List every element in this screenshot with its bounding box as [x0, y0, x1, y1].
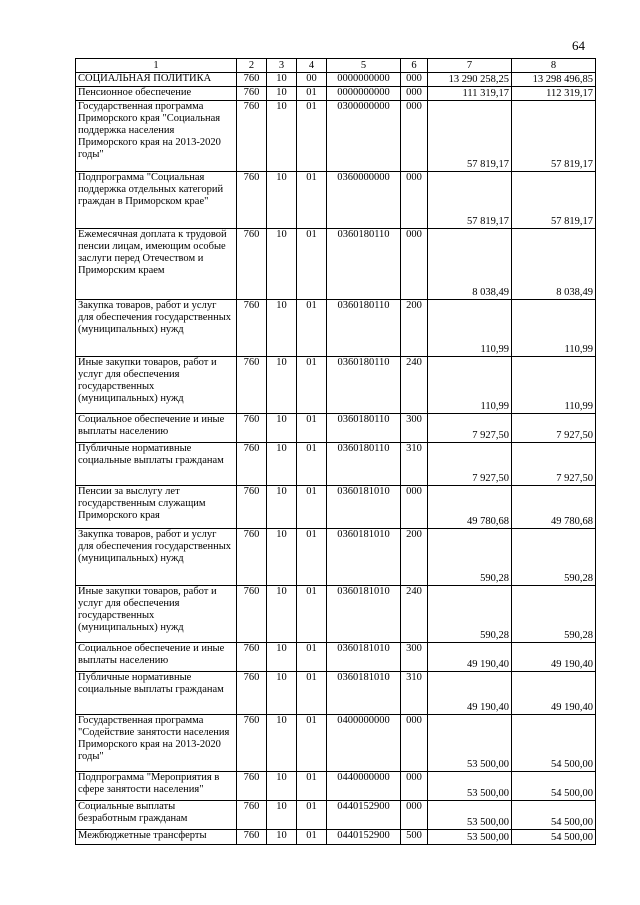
amount-2020-cell: 57 819,17 [512, 172, 596, 229]
code-cell: 760 [237, 715, 267, 772]
code-cell: 760 [237, 672, 267, 715]
header-cell: 2 [237, 59, 267, 73]
subsection-cell: 01 [297, 643, 327, 672]
expense-type-cell: 300 [401, 414, 428, 443]
expense-type-cell: 000 [401, 172, 428, 229]
expense-type-cell: 000 [401, 772, 428, 801]
header-cell: 6 [401, 59, 428, 73]
expense-type-cell: 000 [401, 229, 428, 300]
section-cell: 10 [267, 486, 297, 529]
amount-2019-cell: 53 500,00 [428, 772, 512, 801]
amount-2020-cell: 590,28 [512, 529, 596, 586]
subsection-cell: 01 [297, 486, 327, 529]
table-row [76, 672, 596, 715]
amount-2020-cell: 54 500,00 [512, 772, 596, 801]
section-cell: 10 [267, 87, 297, 101]
code-cell: 760 [237, 73, 267, 87]
target-article-cell: 0360181010 [327, 529, 401, 586]
code-cell: 760 [237, 486, 267, 529]
code-cell: 760 [237, 414, 267, 443]
amount-2019-cell: 590,28 [428, 529, 512, 586]
expense-type-cell: 310 [401, 443, 428, 486]
amount-2020-cell: 49 190,40 [512, 672, 596, 715]
expense-type-cell: 000 [401, 801, 428, 830]
target-article-cell: 0360180110 [327, 300, 401, 357]
expense-type-cell: 240 [401, 357, 428, 414]
amount-2020-cell: 8 038,49 [512, 229, 596, 300]
amount-2020-cell: 49 190,40 [512, 643, 596, 672]
subsection-cell: 01 [297, 586, 327, 643]
row-name-cell: Иные закупки товаров, работ и услуг для обеспечения государственных (муниципальных) нужд [76, 357, 237, 414]
amount-2019-cell: 53 500,00 [428, 715, 512, 772]
header-cell: 8 [512, 59, 596, 73]
row-name-cell: Публичные нормативные социальные выплаты гражданам [76, 672, 237, 715]
code-cell: 760 [237, 101, 267, 172]
table-row [76, 172, 596, 229]
amount-2019-cell: 7 927,50 [428, 414, 512, 443]
subsection-cell: 01 [297, 715, 327, 772]
section-cell: 10 [267, 772, 297, 801]
target-article-cell: 0000000000 [327, 73, 401, 87]
amount-2019-cell: 49 780,68 [428, 486, 512, 529]
section-cell: 10 [267, 443, 297, 486]
subsection-cell: 01 [297, 101, 327, 172]
row-name-cell: Пенсионное обеспечение [76, 87, 237, 101]
section-cell: 10 [267, 643, 297, 672]
subsection-cell: 00 [297, 73, 327, 87]
table-row [76, 73, 596, 87]
section-cell: 10 [267, 830, 297, 845]
amount-2019-cell: 111 319,17 [428, 87, 512, 101]
target-article-cell: 0440152900 [327, 830, 401, 845]
table-row [76, 486, 596, 529]
table-row [76, 87, 596, 101]
section-cell: 10 [267, 73, 297, 87]
code-cell: 760 [237, 357, 267, 414]
row-name-cell: Публичные нормативные социальные выплаты гражданам [76, 443, 237, 486]
amount-2019-cell: 590,28 [428, 586, 512, 643]
target-article-cell: 0440000000 [327, 772, 401, 801]
row-name-cell: Социальное обеспечение и иные выплаты населению [76, 643, 237, 672]
table-row [76, 229, 596, 300]
table-row [76, 443, 596, 486]
header-cell: 1 [76, 59, 237, 73]
amount-2020-cell: 54 500,00 [512, 830, 596, 845]
row-name-cell: Подпрограмма "Социальная поддержка отдельных категорий граждан в Приморском крае" [76, 172, 237, 229]
target-article-cell: 0000000000 [327, 87, 401, 101]
section-cell: 10 [267, 172, 297, 229]
budget-table [75, 58, 596, 845]
row-name-cell: Социальные выплаты безработным гражданам [76, 801, 237, 830]
expense-type-cell: 000 [401, 87, 428, 101]
row-name-cell: Закупка товаров, работ и услуг для обеспечения государственных (муниципальных) нужд [76, 300, 237, 357]
target-article-cell: 0400000000 [327, 715, 401, 772]
row-name-cell: Пенсии за выслугу лет государственным служащим Приморского края [76, 486, 237, 529]
code-cell: 760 [237, 300, 267, 357]
subsection-cell: 01 [297, 772, 327, 801]
section-cell: 10 [267, 529, 297, 586]
row-name-cell: Социальное обеспечение и иные выплаты населению [76, 414, 237, 443]
section-cell: 10 [267, 586, 297, 643]
target-article-cell: 0360181010 [327, 643, 401, 672]
amount-2019-cell: 110,99 [428, 357, 512, 414]
subsection-cell: 01 [297, 672, 327, 715]
amount-2020-cell: 57 819,17 [512, 101, 596, 172]
expense-type-cell: 000 [401, 73, 428, 87]
expense-type-cell: 000 [401, 486, 428, 529]
code-cell: 760 [237, 801, 267, 830]
target-article-cell: 0360181010 [327, 672, 401, 715]
amount-2020-cell: 110,99 [512, 357, 596, 414]
amount-2019-cell: 7 927,50 [428, 443, 512, 486]
table-row [76, 643, 596, 672]
target-article-cell: 0300000000 [327, 101, 401, 172]
header-cell: 7 [428, 59, 512, 73]
target-article-cell: 0360180110 [327, 357, 401, 414]
amount-2020-cell: 112 319,17 [512, 87, 596, 101]
code-cell: 760 [237, 529, 267, 586]
subsection-cell: 01 [297, 229, 327, 300]
target-article-cell: 0360000000 [327, 172, 401, 229]
section-cell: 10 [267, 414, 297, 443]
amount-2020-cell: 54 500,00 [512, 801, 596, 830]
row-name-cell: Ежемесячная доплата к трудовой пенсии лицам, имеющим особые заслуги перед Отечеством и Приморским краем [76, 229, 237, 300]
target-article-cell: 0360181010 [327, 586, 401, 643]
expense-type-cell: 500 [401, 830, 428, 845]
table-row [76, 101, 596, 172]
code-cell: 760 [237, 643, 267, 672]
table-row [76, 801, 596, 830]
header-row [76, 59, 596, 73]
row-name-cell: СОЦИАЛЬНАЯ ПОЛИТИКА [76, 73, 237, 87]
section-cell: 10 [267, 715, 297, 772]
row-name-cell: Межбюджетные трансферты [76, 830, 237, 845]
header-cell: 5 [327, 59, 401, 73]
subsection-cell: 01 [297, 443, 327, 486]
amount-2019-cell: 53 500,00 [428, 830, 512, 845]
table-row [76, 772, 596, 801]
amount-2019-cell: 57 819,17 [428, 172, 512, 229]
amount-2019-cell: 13 290 258,25 [428, 73, 512, 87]
expense-type-cell: 200 [401, 300, 428, 357]
amount-2020-cell: 54 500,00 [512, 715, 596, 772]
expense-type-cell: 000 [401, 715, 428, 772]
expense-type-cell: 240 [401, 586, 428, 643]
code-cell: 760 [237, 229, 267, 300]
amount-2019-cell: 8 038,49 [428, 229, 512, 300]
code-cell: 760 [237, 772, 267, 801]
subsection-cell: 01 [297, 172, 327, 229]
subsection-cell: 01 [297, 801, 327, 830]
expense-type-cell: 200 [401, 529, 428, 586]
target-article-cell: 0440152900 [327, 801, 401, 830]
table-row [76, 715, 596, 772]
subsection-cell: 01 [297, 830, 327, 845]
expense-type-cell: 310 [401, 672, 428, 715]
expense-type-cell: 300 [401, 643, 428, 672]
row-name-cell: Государственная программа "Содействие занятости населения Приморского края на 2013-2020 годы" [76, 715, 237, 772]
table-row [76, 586, 596, 643]
subsection-cell: 01 [297, 529, 327, 586]
row-name-cell: Закупка товаров, работ и услуг для обеспечения государственных (муниципальных) нужд [76, 529, 237, 586]
table-row [76, 414, 596, 443]
amount-2019-cell: 57 819,17 [428, 101, 512, 172]
amount-2020-cell: 7 927,50 [512, 414, 596, 443]
subsection-cell: 01 [297, 87, 327, 101]
amount-2020-cell: 590,28 [512, 586, 596, 643]
target-article-cell: 0360180110 [327, 443, 401, 486]
target-article-cell: 0360180110 [327, 229, 401, 300]
table-row [76, 357, 596, 414]
table-row [76, 529, 596, 586]
section-cell: 10 [267, 672, 297, 715]
code-cell: 760 [237, 443, 267, 486]
section-cell: 10 [267, 357, 297, 414]
row-name-cell: Государственная программа Приморского края "Социальная поддержка населения Приморского края на 2013-2020 годы" [76, 101, 237, 172]
target-article-cell: 0360181010 [327, 486, 401, 529]
page-number: 64 [572, 38, 585, 53]
section-cell: 10 [267, 229, 297, 300]
row-name-cell: Подпрограмма "Мероприятия в сфере занятости населения" [76, 772, 237, 801]
subsection-cell: 01 [297, 414, 327, 443]
amount-2019-cell: 49 190,40 [428, 672, 512, 715]
section-cell: 10 [267, 300, 297, 357]
amount-2020-cell: 49 780,68 [512, 486, 596, 529]
code-cell: 760 [237, 172, 267, 229]
section-cell: 10 [267, 101, 297, 172]
subsection-cell: 01 [297, 357, 327, 414]
amount-2020-cell: 13 298 496,85 [512, 73, 596, 87]
section-cell: 10 [267, 801, 297, 830]
expense-type-cell: 000 [401, 101, 428, 172]
header-cell: 4 [297, 59, 327, 73]
amount-2019-cell: 53 500,00 [428, 801, 512, 830]
header-cell: 3 [267, 59, 297, 73]
code-cell: 760 [237, 586, 267, 643]
amount-2019-cell: 49 190,40 [428, 643, 512, 672]
code-cell: 760 [237, 87, 267, 101]
amount-2020-cell: 110,99 [512, 300, 596, 357]
table-row [76, 830, 596, 845]
table-row [76, 300, 596, 357]
row-name-cell: Иные закупки товаров, работ и услуг для обеспечения государственных (муниципальных) нужд [76, 586, 237, 643]
subsection-cell: 01 [297, 300, 327, 357]
amount-2019-cell: 110,99 [428, 300, 512, 357]
target-article-cell: 0360180110 [327, 414, 401, 443]
amount-2020-cell: 7 927,50 [512, 443, 596, 486]
code-cell: 760 [237, 830, 267, 845]
